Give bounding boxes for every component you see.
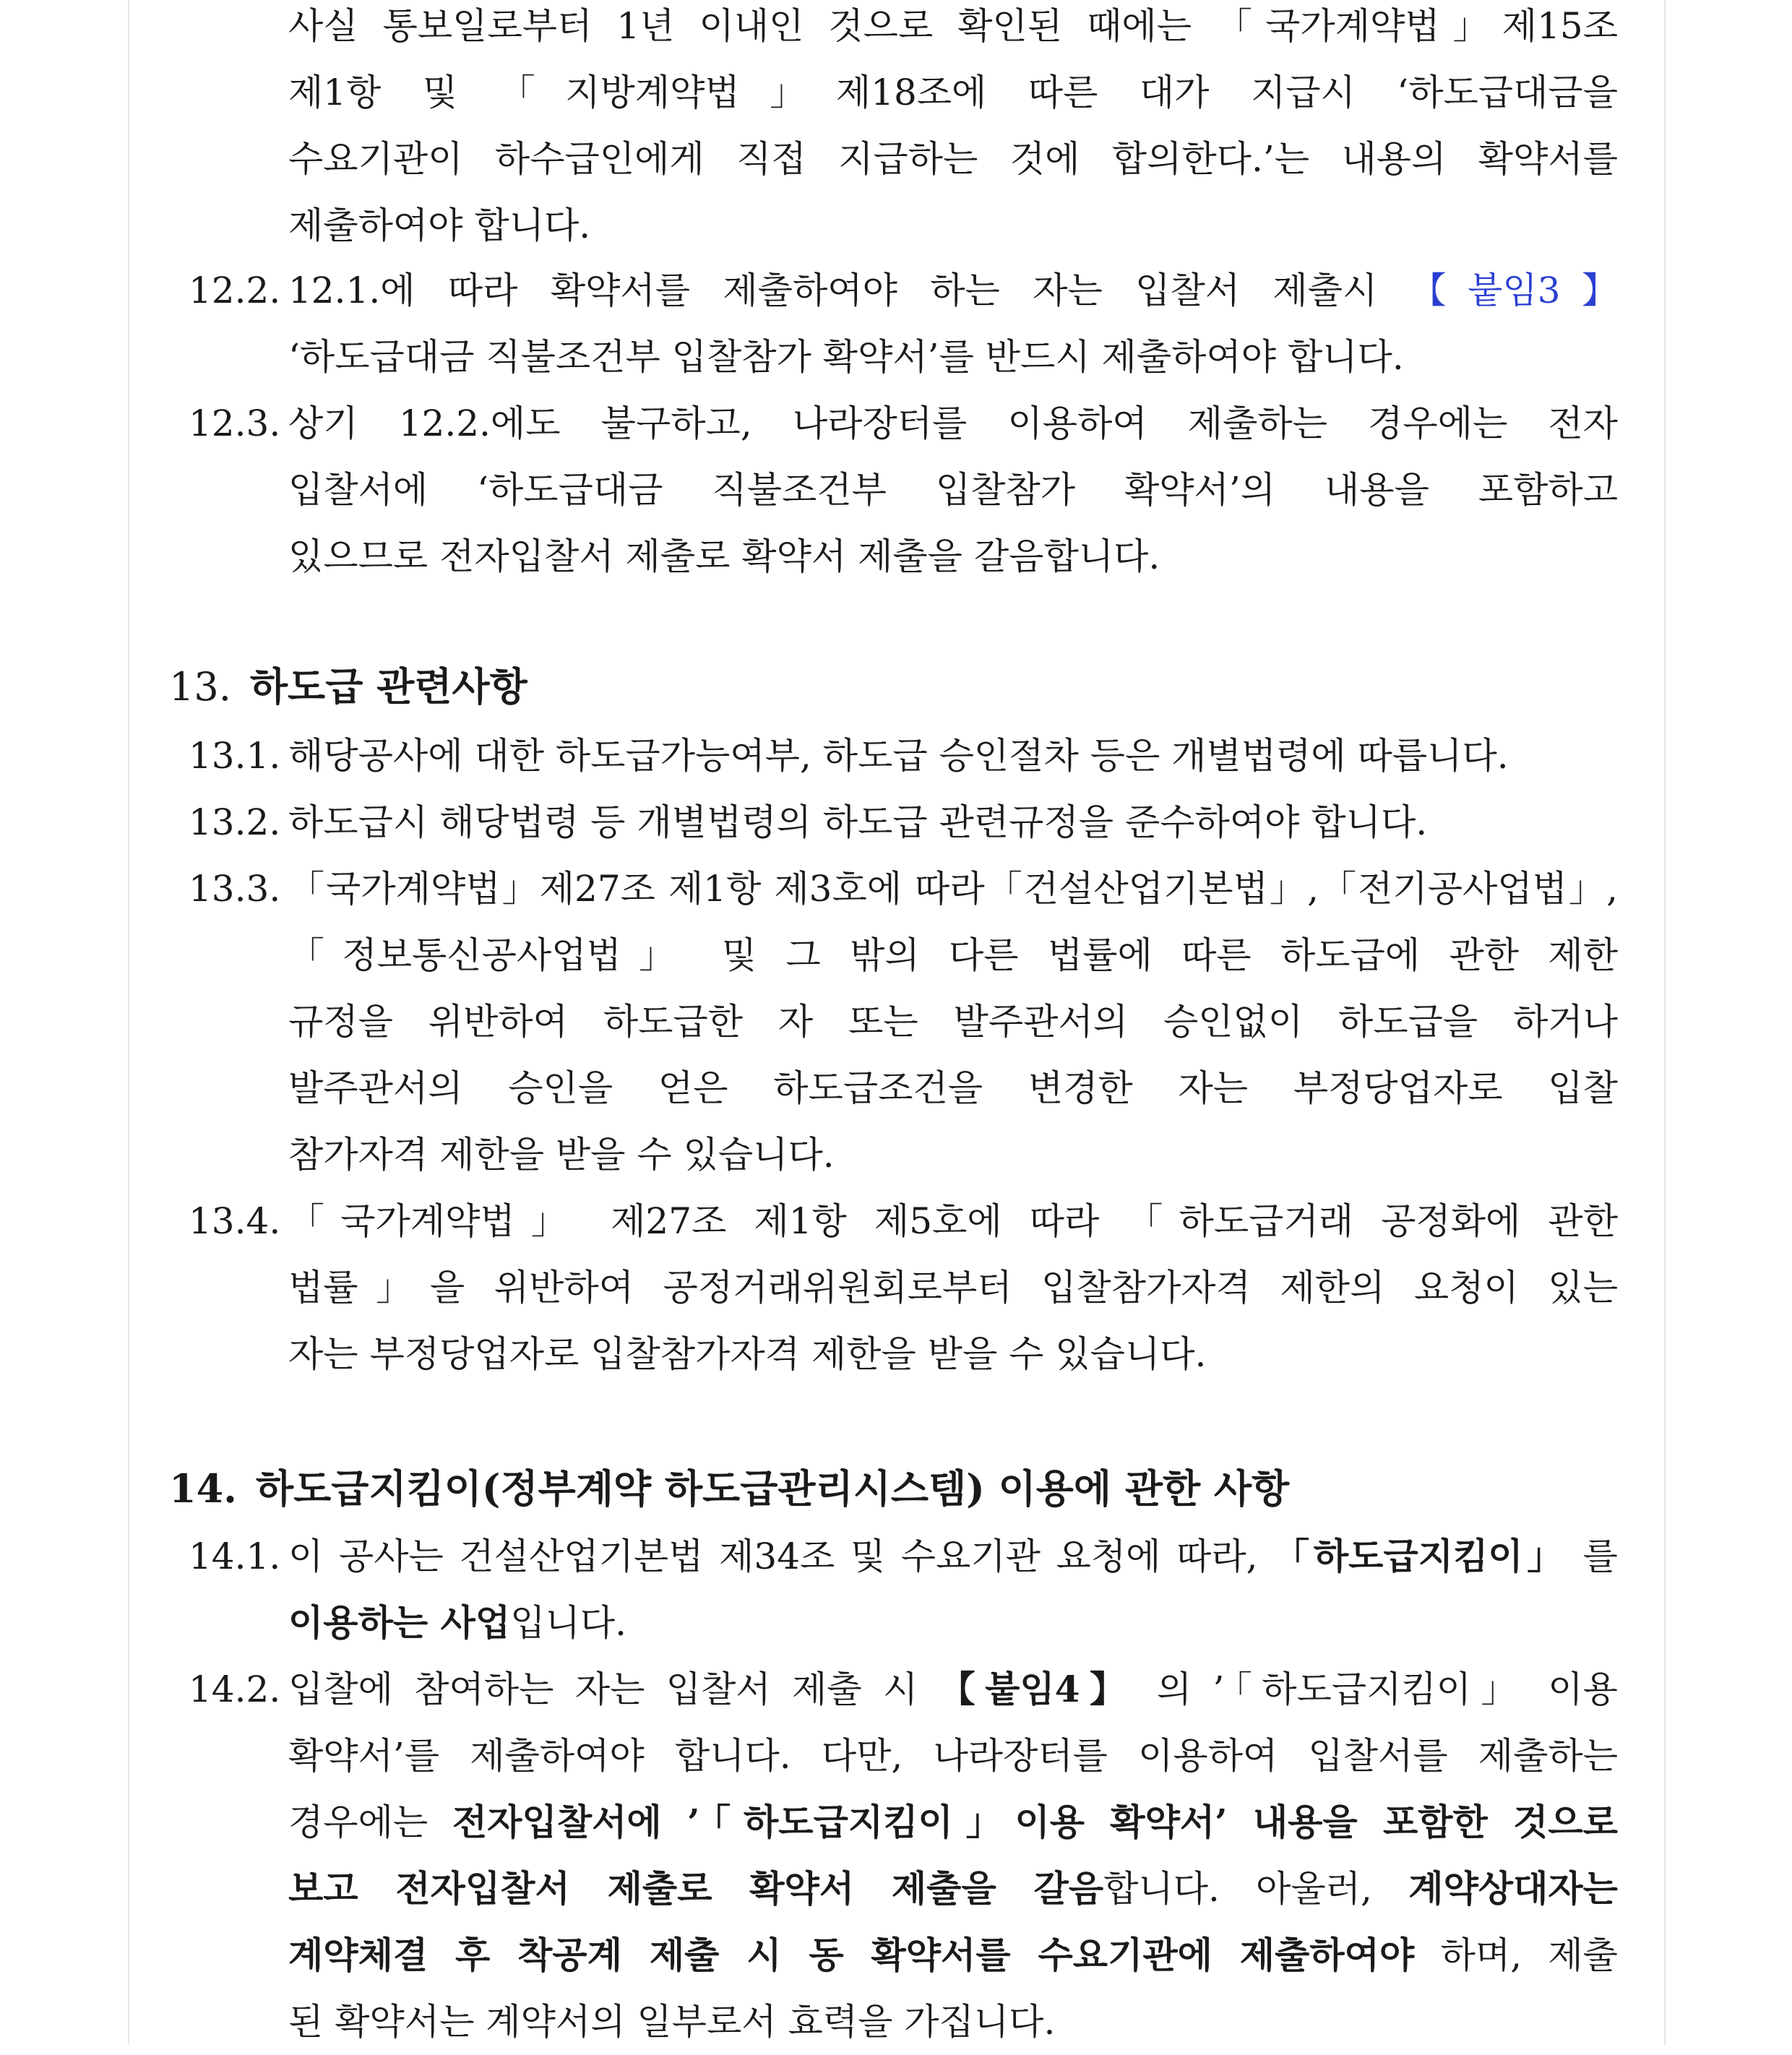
section-number: 14. — [169, 1465, 237, 1512]
paragraph-line: 제1항 및 「지방계약법」제18조에 따른 대가 지급시 ‘하도급대금을 — [288, 72, 1618, 113]
paragraph-line — [288, 257, 1618, 324]
item-text: 입찰에 참여하는 자는 입찰서 제출 시 — [288, 1668, 918, 1710]
paragraph-line — [288, 1590, 1618, 1656]
paragraph-line: 수요기관이 하수급인에게 직접 지급하는 것에 합의한다.’는 내용의 확약서를 — [288, 138, 1618, 180]
paragraph-line: 해당공사에 대한 하도급가능여부, 하도급 승인절차 등은 개별법령에 따릅니다. — [288, 735, 1509, 777]
paragraph-line: 사실 통보일로부터 1년 이내인 것으로 확인된 때에는 「국가계약법」제15조 — [288, 5, 1618, 47]
item-text: 12.1.에 따라 확약서를 제출하여야 하는 자는 입찰서 제출시 — [288, 270, 1378, 311]
section-title: 하도급 관련사항 — [249, 663, 527, 710]
paragraph-line: 하도급시 해당법령 등 개별법령의 하도급 관련규정을 준수하여야 합니다. — [288, 801, 1428, 843]
item-number: 12.2. — [189, 270, 281, 311]
paragraph-line: 「국가계약법」 제27조 제1항 제5호에 따라 「하도급거래 공정화에 관한 — [288, 1200, 1618, 1242]
item-number: 14.2. — [189, 1668, 281, 1710]
paragraph-line: 된 확약서는 계약서의 일부로서 효력을 가집니다. — [288, 2001, 1056, 2043]
paragraph-line: 「정보통신공사업법」 및 그 밖의 다른 법률에 따른 하도급에 관한 제한 — [288, 934, 1618, 976]
paragraph-line: 자는 부정당업자로 입찰참가자격 제한을 받을 수 있습니다. — [288, 1333, 1207, 1375]
paragraph-line — [288, 1523, 1618, 1590]
bold-text: 이용하는 사업 — [288, 1601, 511, 1644]
paragraph-line — [288, 1789, 1618, 1856]
paragraph-line — [288, 1656, 1618, 1723]
paragraph-line — [288, 1856, 1618, 1922]
item-number: 13.2. — [189, 801, 281, 843]
section-title: 하도급지킴이(정부계약 하도급관리시스템) 이용에 관한 사항 — [255, 1465, 1290, 1512]
item-text: 의 ’「하도급지킴이」 이용 — [1156, 1668, 1618, 1710]
paragraph-line: ‘하도급대금 직불조건부 입찰참가 확약서’를 반드시 제출하여야 합니다. — [288, 336, 1404, 378]
item-text: 경우에는 — [288, 1801, 428, 1843]
item-text: 합니다. 아울러, — [1103, 1868, 1372, 1910]
paragraph-line: 확약서’를 제출하여야 합니다. 다만, 나라장터를 이용하여 입찰서를 제출하는 — [288, 1735, 1618, 1777]
paragraph-line: 입찰서에 ‘하도급대금 직불조건부 입찰참가 확약서’의 내용을 포함하고 — [288, 469, 1618, 511]
paragraph-line: 발주관서의 승인을 얻은 하도급조건을 변경한 자는 부정당업자로 입찰 — [288, 1067, 1618, 1109]
bold-text: 보고 전자입찰서 제출로 확약서 제출을 갈음 — [288, 1867, 1104, 1910]
attachment-reference: 【붙임3】 — [1410, 270, 1618, 311]
section-heading — [169, 1455, 1289, 1522]
item-text: 이 공사는 건설산업기본법 제34조 및 수요기관 요청에 따라, — [288, 1535, 1258, 1577]
paragraph-line: 법률」을 위반하여 공정거래위원회로부터 입찰참가자격 제한의 요청이 있는 — [288, 1267, 1618, 1309]
paragraph-line — [288, 1922, 1618, 1989]
attachment-reference: 【붙임4】 — [939, 1668, 1136, 1710]
item-text: 입니다. — [510, 1602, 627, 1644]
bold-text: 계약체결 후 착공계 제출 시 동 확약서를 수요기관에 제출하여야 — [288, 1934, 1415, 1976]
item-number: 13.1. — [189, 735, 281, 777]
section-heading — [169, 653, 527, 720]
paragraph-line: 「국가계약법」제27조 제1항 제3호에 따라「건설산업기본법」,「전기공사업법」, — [288, 868, 1618, 910]
item-text: 를 — [1582, 1535, 1618, 1577]
paragraph-line: 참가자격 제한을 받을 수 있습니다. — [288, 1134, 835, 1176]
paragraph-line: 상기 12.2.에도 불구하고, 나라장터를 이용하여 제출하는 경우에는 전자 — [288, 402, 1618, 444]
document-page — [128, 0, 1666, 2045]
item-number: 13.4. — [189, 1200, 281, 1242]
item-number: 13.3. — [189, 868, 281, 910]
paragraph-line: 규정을 위반하여 하도급한 자 또는 발주관서의 승인없이 하도급을 하거나 — [288, 1001, 1618, 1043]
item-text: 하며, 제출 — [1440, 1934, 1618, 1976]
paragraph-line: 있으므로 전자입찰서 제출로 확약서 제출을 갈음합니다. — [288, 535, 1160, 577]
bold-text: 계약상대자는 — [1408, 1867, 1618, 1910]
section-number: 13. — [169, 664, 231, 710]
bold-text: 전자입찰서에 ’「하도급지킴이」이용 확약서’ 내용을 포함한 것으로 — [452, 1801, 1618, 1843]
item-number: 12.3. — [189, 402, 281, 444]
bold-text: 「하도급지킴이」 — [1273, 1535, 1568, 1577]
item-number: 14.1. — [189, 1535, 281, 1577]
paragraph-line: 제출하여야 합니다. — [288, 204, 591, 246]
